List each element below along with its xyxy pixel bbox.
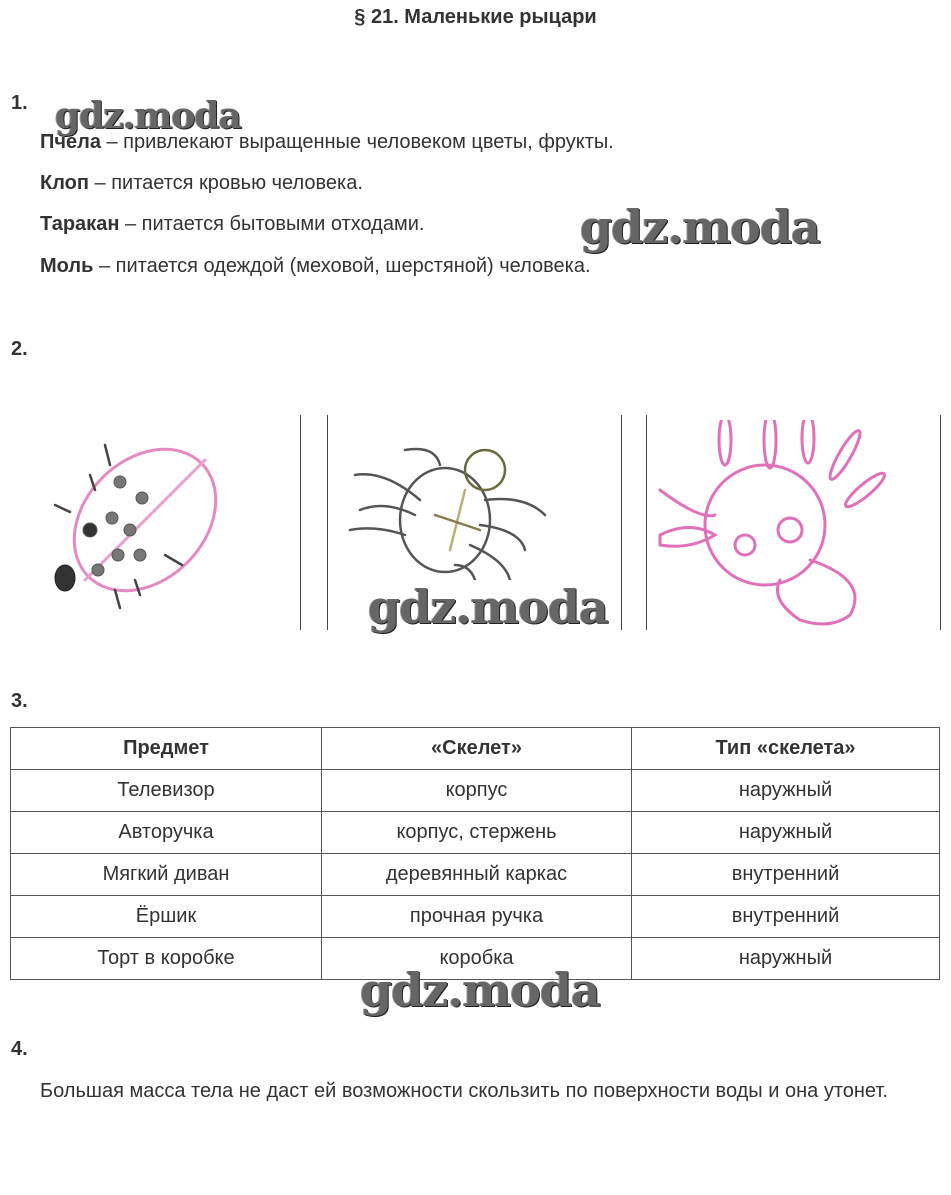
cell: Телевизор bbox=[11, 770, 322, 812]
table-row bbox=[11, 854, 940, 896]
cell: корпус bbox=[322, 770, 632, 812]
cell: деревянный каркас bbox=[322, 854, 632, 896]
cell: наружный bbox=[632, 770, 940, 812]
cell: наружный bbox=[632, 938, 940, 980]
column-header: «Скелет» bbox=[322, 728, 632, 770]
task-1-item bbox=[40, 255, 591, 278]
watermark: gdz.moda bbox=[580, 200, 820, 254]
task-4-answer: Большая масса тела не даст ей возможности скользить по поверхности воды и она утонет. bbox=[40, 1080, 888, 1102]
definition: – питается одеждой (меховой, шерстяной) человека. bbox=[93, 255, 591, 277]
cell: Торт в коробке bbox=[11, 938, 322, 980]
crayfish-drawing bbox=[650, 420, 890, 635]
ladybug-drawing bbox=[40, 430, 240, 620]
table-header-row bbox=[11, 728, 940, 770]
divider bbox=[621, 415, 622, 630]
divider bbox=[300, 415, 301, 630]
task-1-item bbox=[40, 172, 363, 195]
page-title: § 21. Маленькие рыцари bbox=[354, 6, 597, 28]
definition: – питается кровью человека. bbox=[88, 172, 363, 194]
cell: Мягкий диван bbox=[11, 854, 322, 896]
task-4-number: 4. bbox=[11, 1038, 28, 1060]
term: Пчела bbox=[40, 131, 101, 153]
term: Моль bbox=[40, 255, 94, 277]
task-1-number: 1. bbox=[11, 92, 28, 114]
term: Таракан bbox=[40, 213, 120, 235]
task-2-number: 2. bbox=[11, 338, 28, 360]
divider bbox=[940, 415, 941, 630]
task-3-number: 3. bbox=[11, 690, 28, 712]
table-row bbox=[11, 812, 940, 854]
term: Клоп bbox=[40, 172, 89, 194]
watermark: gdz.moda bbox=[368, 580, 608, 634]
cell: прочная ручка bbox=[322, 896, 632, 938]
task-1-item bbox=[40, 213, 424, 236]
definition: – привлекают выращенные человеком цветы, фрукты. bbox=[100, 131, 614, 153]
watermark: gdz.moda bbox=[360, 963, 600, 1017]
watermark: gdz.moda bbox=[55, 95, 241, 137]
divider bbox=[646, 415, 647, 630]
definition: – питается бытовыми отходами. bbox=[119, 213, 425, 235]
cell: внутренний bbox=[632, 854, 940, 896]
table-row bbox=[11, 896, 940, 938]
cell: наружный bbox=[632, 812, 940, 854]
cell: коробка bbox=[322, 938, 632, 980]
skeleton-table bbox=[10, 727, 940, 980]
column-header: Предмет bbox=[11, 728, 322, 770]
cell: внутренний bbox=[632, 896, 940, 938]
spider-drawing bbox=[345, 440, 575, 580]
divider bbox=[327, 415, 328, 630]
table-row bbox=[11, 770, 940, 812]
cell: Ёршик bbox=[11, 896, 322, 938]
cell: корпус, стержень bbox=[322, 812, 632, 854]
column-header: Тип «скелета» bbox=[632, 728, 940, 770]
cell: Авторучка bbox=[11, 812, 322, 854]
